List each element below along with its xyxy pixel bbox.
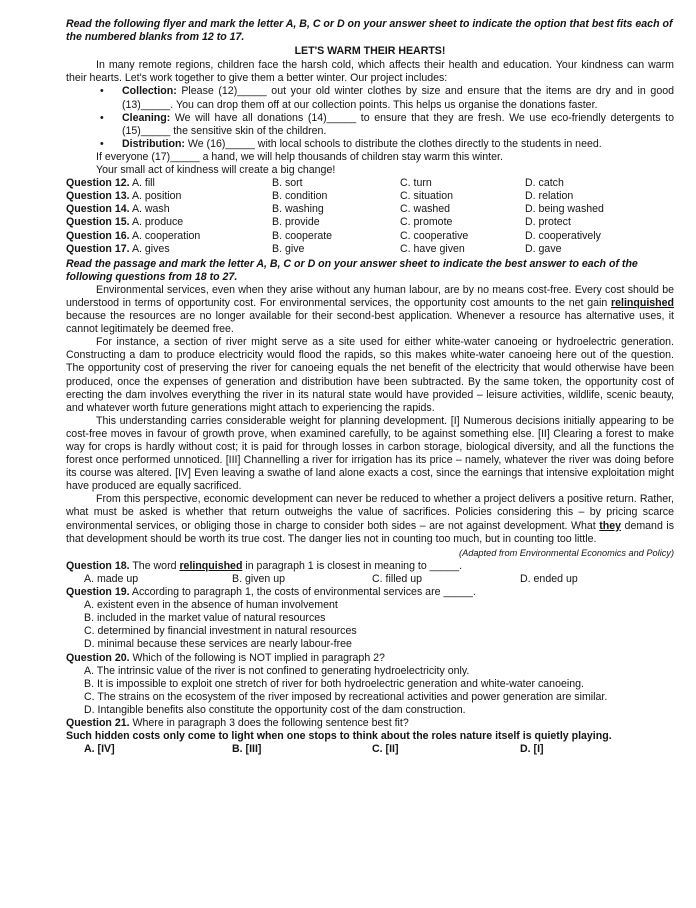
question-21-sentence: Such hidden costs only come to light when one stops to think about the roles nature itself is quietly playing. — [66, 730, 612, 743]
flyer-bullet-list — [66, 85, 674, 150]
option-c[interactable]: C. cooperative — [400, 229, 469, 242]
question-label: Question 20. — [66, 651, 130, 664]
question-20 — [66, 652, 674, 665]
passage-paragraph-4 — [66, 493, 674, 545]
p4-end: demand is that development should be worth its true cost. The danger lies not in counting too much, but in counting too little. — [66, 519, 674, 545]
flyer-closing-2: Your small act of kindness will create a big change! — [96, 164, 336, 177]
option-d[interactable]: D. relation — [525, 190, 574, 203]
question-stem: According to paragraph 1, the costs of environmental services are _____. — [129, 586, 476, 599]
option-d[interactable]: D. ended up — [520, 572, 578, 585]
option-a[interactable]: A. position — [131, 190, 182, 203]
question-label: Question 17. — [66, 242, 130, 255]
bullet-dot-icon: • — [100, 137, 104, 150]
question-18 — [66, 560, 674, 573]
question-grid-12-17 — [66, 177, 674, 256]
section2-instruction: Read the passage and mark the letter A, B, C or D on your answer sheet to indicate the best answer to each of the following questions from 18 to 27. — [66, 257, 638, 283]
p1-start: Environmental services, even when they arise without any human labour, are by no means cost-free. Every cost should be understood in terms of opportunity cost. For environmental services, the opportunity cost amounts to the net gain — [66, 283, 674, 309]
option-b[interactable]: B. given up — [232, 572, 286, 585]
question-label: Question 19. — [66, 586, 130, 599]
option-b[interactable]: B. [III] — [232, 743, 262, 756]
question-stem-b: in paragraph 1 is closest in meaning to _____. — [242, 559, 463, 572]
option-b[interactable]: B. cooperate — [272, 229, 333, 242]
option-c[interactable]: C. determined by financial investment in natural resources — [84, 625, 357, 638]
option-c[interactable]: C. promote — [400, 216, 453, 229]
question-19 — [66, 586, 674, 599]
question-18-options — [66, 573, 674, 586]
option-b[interactable]: B. It is impossible to exploit one stretch of river for both hydroelectric generation and white-water canoeing. — [84, 677, 584, 690]
question-keyword: relinquished — [179, 559, 243, 572]
option-c[interactable]: C. situation — [400, 190, 453, 203]
question-stem: Where in paragraph 3 does the following sentence best fit? — [129, 716, 409, 729]
option-a[interactable]: A. The intrinsic value of the river is not confined to generating hydroelectricity only. — [84, 664, 470, 677]
option-a[interactable]: A. made up — [84, 572, 139, 585]
question-label: Question 12. — [66, 177, 130, 190]
option-d[interactable]: D. Intangible benefits also constitute the opportunity cost of the dam construction. — [84, 703, 466, 716]
question-label: Question 13. — [66, 190, 130, 203]
option-b[interactable]: B. condition — [272, 190, 328, 203]
question-stem: Which of the following is NOT implied in paragraph 2? — [129, 651, 385, 664]
option-a[interactable]: A. [IV] — [84, 743, 115, 756]
flyer-closing-1: If everyone (17)_____ a hand, we will help thousands of children stay warm this winter. — [96, 150, 503, 163]
bullet-text: We will have all donations (14)_____ to ensure that they are fresh. We use eco-friendly detergents to (15)_____ the sensitive skin of the children. — [122, 111, 674, 137]
option-c[interactable]: C. washed — [400, 203, 451, 216]
question-21-options — [66, 743, 674, 756]
option-c[interactable]: C. filled up — [372, 572, 423, 585]
option-c[interactable]: C. [II] — [372, 743, 399, 756]
flyer-intro: In many remote regions, children face the harsh cold, which affects their health and education. Your kindness can warm their hearts. Let's work together to give them a better winter. Our project includes: — [66, 59, 674, 85]
passage-source: (Adapted from Environmental Economics and Policy) — [459, 547, 674, 558]
option-a[interactable]: A. existent even in the absence of human involvement — [84, 599, 338, 612]
bullet-collection — [66, 85, 674, 111]
bullet-distribution — [66, 138, 674, 151]
option-c[interactable]: C. have given — [400, 242, 465, 255]
question-label: Question 14. — [66, 203, 130, 216]
question-20-options — [66, 665, 674, 717]
passage-paragraph-3: This understanding carries considerable weight for planning development. [I] Numerous decisions initially appearing to be cost-free moves in favour of growth prove, when examined carefully, to be against something else. [II] Clearing a forest to make way for crops is hardly without cost; it is paid for through losses in carbon storage, biological diversity, and all the functions the forest once performed unnoticed. [III] Channelling a river for irrigation has its price – namely, whatever the river was doing before its course was altered. [IV] Even leaving a swathe of land alone exacts a cost, since the earnings that intensive exploitation might have produced are equally sacrificed. — [66, 414, 674, 493]
option-a[interactable]: A. gives — [131, 242, 170, 255]
option-a[interactable]: A. wash — [131, 203, 170, 216]
option-b[interactable]: B. provide — [272, 216, 320, 229]
section1-instruction: Read the following flyer and mark the letter A, B, C or D on your answer sheet to indicate the option that best fits each of the numbered blanks from 12 to 17. — [66, 18, 673, 44]
passage-paragraph-1 — [66, 284, 674, 336]
question-stem-a: The word — [129, 559, 180, 572]
option-b[interactable]: B. included in the market value of natural resources — [84, 612, 326, 625]
bullet-text: We (16)_____ with local schools to distribute the clothes directly to the students in need. — [184, 137, 602, 150]
p1-end: because the resources are no longer available for their second-best application. Whenever a resource has alternative uses, it cannot legitimately be deemed free. — [66, 310, 674, 336]
option-b[interactable]: B. give — [272, 242, 305, 255]
question-label: Question 15. — [66, 216, 130, 229]
option-d[interactable]: D. gave — [525, 242, 562, 255]
option-d[interactable]: D. being washed — [525, 203, 604, 216]
p4-start: From this perspective, economic development can never be reduced to whether a project delivers a positive return. Rather, what must be asked is whether that return outweighs the value of sacrifices. Policies considering this – by pricing scarce environmental services, or obliging those in charge to consider both sides – are not against development. What — [66, 493, 674, 532]
option-a[interactable]: A. fill — [131, 177, 155, 190]
passage-paragraph-2: For instance, a section of river might serve as a site used for either white-water canoeing or hydroelectric generation. Constructing a dam to produce electricity would flood the rapids, so this makes white-water canoeing here out of the question. The opportunity cost of preserving the river for canoeing equals the net benefit of the electricity that would otherwise have been produced, once the expenses of generation and distribution have been subtracted. By the same token, the opportunity cost of erecting the dam involves everything the river in its natural state would have provided – leisure activities, wildlife, scenic beauty, and whatever worth future generations might attach to experiencing the rapids. — [66, 336, 674, 414]
option-d[interactable]: D. [I] — [520, 743, 544, 756]
question-label: Question 21. — [66, 716, 130, 729]
flyer-title: LET'S WARM THEIR HEARTS! — [294, 45, 446, 58]
keyword-they: they — [599, 519, 622, 532]
option-a[interactable]: A. cooperation — [131, 229, 201, 242]
question-label: Question 18. — [66, 559, 130, 572]
option-b[interactable]: B. washing — [272, 203, 324, 216]
option-d[interactable]: D. cooperatively — [525, 229, 601, 242]
option-d[interactable]: D. catch — [525, 177, 564, 190]
option-c[interactable]: C. turn — [400, 177, 432, 190]
option-d[interactable]: D. protect — [525, 216, 571, 229]
option-d[interactable]: D. minimal because these services are nearly labour-free — [84, 638, 352, 651]
question-21 — [66, 717, 674, 730]
question-19-options — [66, 599, 674, 651]
bullet-dot-icon: • — [100, 111, 104, 124]
bullet-head: Collection: — [122, 85, 177, 98]
bullet-text: Please (12)_____ out your old winter clothes by size and ensure that the items are dry and in good (13)_____. You can drop them off at our collection points. This helps us organise the donations faster. — [122, 85, 674, 111]
bullet-cleaning — [66, 112, 674, 138]
bullet-head: Distribution: — [122, 137, 185, 150]
option-a[interactable]: A. produce — [131, 216, 184, 229]
bullet-dot-icon: • — [100, 85, 104, 98]
keyword-relinquished: relinquished — [611, 296, 674, 309]
option-b[interactable]: B. sort — [272, 177, 303, 190]
option-c[interactable]: C. The strains on the ecosystem of the river imposed by recreational activities and power generation are similar. — [84, 690, 608, 703]
bullet-head: Cleaning: — [122, 111, 171, 124]
question-label: Question 16. — [66, 229, 130, 242]
